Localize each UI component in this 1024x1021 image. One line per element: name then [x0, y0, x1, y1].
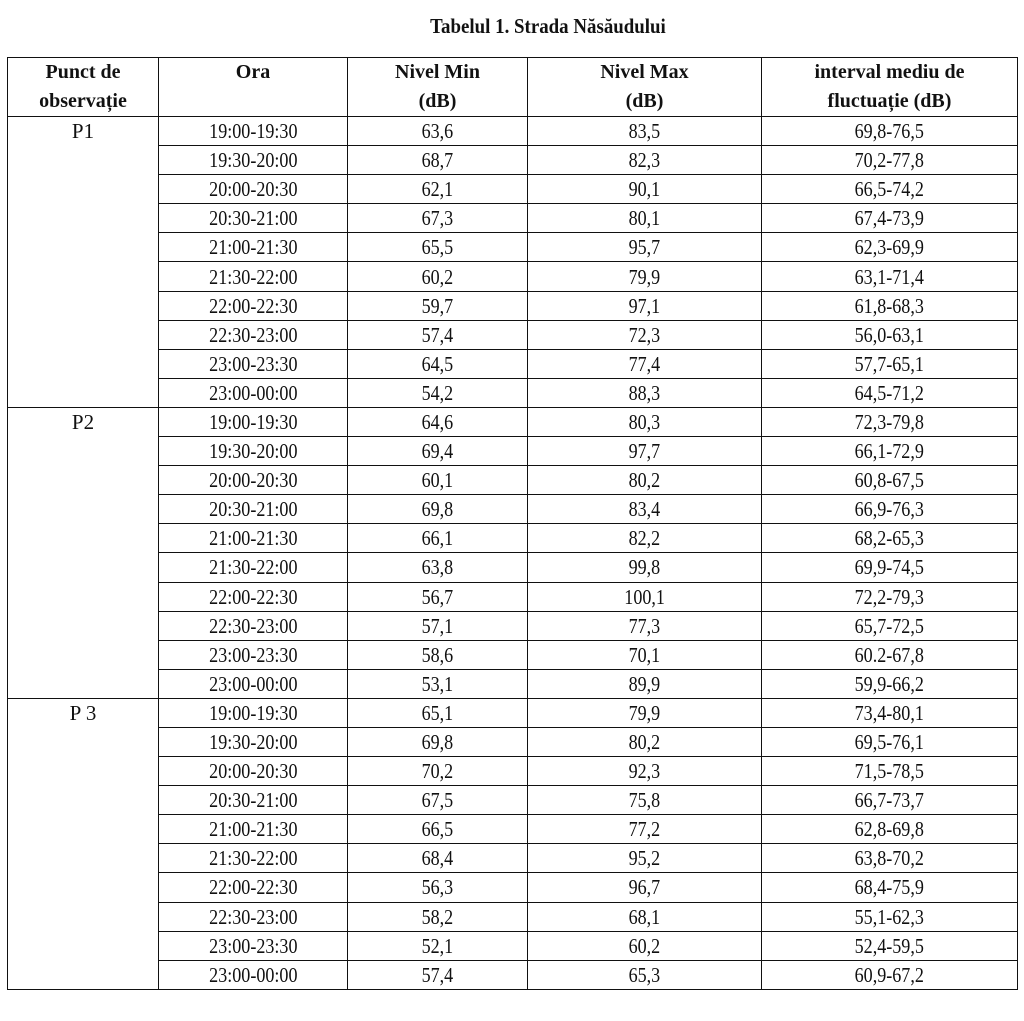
cell-interval: [762, 117, 1018, 146]
time-value: 19:00-19:30: [208, 700, 298, 725]
min-value: 68,4: [421, 846, 454, 871]
min-value: 56,3: [421, 875, 454, 900]
table-row: [8, 757, 1018, 786]
cell-time: [159, 146, 348, 175]
cell-time: [159, 437, 348, 466]
table-row: [8, 727, 1018, 756]
max-value: 80,3: [628, 409, 661, 434]
time-value: 19:30-20:00: [208, 730, 298, 755]
cell-interval: [762, 960, 1018, 989]
header-min: [348, 58, 528, 117]
cell-interval: [762, 902, 1018, 931]
table-row: [8, 175, 1018, 204]
table-row: [8, 262, 1018, 291]
min-value: 67,3: [421, 206, 454, 231]
cell-max: [528, 407, 762, 436]
table-row: [8, 873, 1018, 902]
max-value: 82,2: [628, 526, 661, 551]
cell-interval: [762, 698, 1018, 727]
cell-max: [528, 378, 762, 407]
max-value: 95,2: [628, 846, 661, 871]
time-value: 21:00-21:30: [208, 817, 298, 842]
table-row: [8, 786, 1018, 815]
header-max: [528, 58, 762, 117]
interval-value: 68,2-65,3: [854, 526, 925, 551]
interval-value: 69,8-76,5: [854, 119, 925, 144]
interval-value: 73,4-80,1: [854, 700, 925, 725]
time-value: 23:00-23:30: [208, 642, 298, 667]
cell-interval: [762, 844, 1018, 873]
cell-min: [348, 117, 528, 146]
cell-time: [159, 698, 348, 727]
cell-min: [348, 233, 528, 262]
time-value: 21:00-21:30: [208, 526, 298, 551]
cell-interval: [762, 553, 1018, 582]
cell-time: [159, 117, 348, 146]
table-row: [8, 466, 1018, 495]
cell-time: [159, 640, 348, 669]
header-max-line2: (dB): [625, 90, 664, 112]
cell-interval: [762, 233, 1018, 262]
cell-time: [159, 844, 348, 873]
cell-min: [348, 466, 528, 495]
cell-time: [159, 495, 348, 524]
cell-min: [348, 175, 528, 204]
max-value: 72,3: [628, 322, 661, 347]
cell-max: [528, 786, 762, 815]
time-value: 23:00-00:00: [208, 380, 298, 405]
cell-interval: [762, 786, 1018, 815]
observation-point-label: P1: [71, 119, 95, 143]
table-row: [8, 204, 1018, 233]
cell-time: [159, 757, 348, 786]
cell-min: [348, 437, 528, 466]
table-row: [8, 640, 1018, 669]
cell-time: [159, 669, 348, 698]
time-value: 21:30-22:00: [208, 264, 298, 289]
cell-interval: [762, 146, 1018, 175]
cell-min: [348, 873, 528, 902]
cell-interval: [762, 291, 1018, 320]
table-row: [8, 902, 1018, 931]
cell-min: [348, 815, 528, 844]
interval-value: 56,0-63,1: [854, 322, 925, 347]
cell-interval: [762, 815, 1018, 844]
interval-value: 60.2-67,8: [854, 642, 925, 667]
max-value: 95,7: [628, 235, 661, 260]
time-value: 22:00-22:30: [208, 584, 298, 609]
min-value: 60,2: [421, 264, 454, 289]
cell-min: [348, 378, 528, 407]
cell-min: [348, 611, 528, 640]
time-value: 23:00-00:00: [208, 671, 298, 696]
max-value: 75,8: [628, 788, 661, 813]
max-value: 77,3: [628, 613, 661, 638]
time-value: 22:30-23:00: [208, 613, 298, 638]
min-value: 66,5: [421, 817, 454, 842]
time-value: 22:30-23:00: [208, 322, 298, 347]
time-value: 20:00-20:30: [208, 468, 298, 493]
cell-min: [348, 757, 528, 786]
interval-value: 71,5-78,5: [854, 759, 925, 784]
cell-min: [348, 902, 528, 931]
cell-interval: [762, 611, 1018, 640]
header-time: [159, 58, 348, 117]
min-value: 69,8: [421, 730, 454, 755]
time-value: 21:30-22:00: [208, 555, 298, 580]
interval-value: 55,1-62,3: [854, 904, 925, 929]
cell-max: [528, 611, 762, 640]
max-value: 100,1: [624, 584, 665, 609]
cell-time: [159, 960, 348, 989]
time-value: 23:00-23:30: [208, 933, 298, 958]
min-value: 63,6: [421, 119, 454, 144]
min-value: 69,4: [421, 439, 454, 464]
cell-min: [348, 262, 528, 291]
min-value: 66,1: [421, 526, 454, 551]
cell-max: [528, 960, 762, 989]
cell-max: [528, 727, 762, 756]
cell-time: [159, 873, 348, 902]
cell-min: [348, 669, 528, 698]
cell-max: [528, 262, 762, 291]
cell-max: [528, 640, 762, 669]
table-row: [8, 960, 1018, 989]
time-value: 19:30-20:00: [208, 148, 298, 173]
cell-min: [348, 582, 528, 611]
cell-time: [159, 407, 348, 436]
cell-interval: [762, 582, 1018, 611]
cell-max: [528, 524, 762, 553]
cell-interval: [762, 727, 1018, 756]
table-row: [8, 233, 1018, 262]
table-row: [8, 931, 1018, 960]
cell-max: [528, 291, 762, 320]
cell-min: [348, 349, 528, 378]
max-value: 83,4: [628, 497, 661, 522]
min-value: 64,6: [421, 409, 454, 434]
cell-time: [159, 349, 348, 378]
time-value: 20:00-20:30: [208, 177, 298, 202]
cell-max: [528, 553, 762, 582]
cell-max: [528, 669, 762, 698]
interval-value: 70,2-77,8: [854, 148, 925, 173]
cell-interval: [762, 640, 1018, 669]
table-row: [8, 669, 1018, 698]
cell-interval: [762, 931, 1018, 960]
table-row: [8, 117, 1018, 146]
max-value: 89,9: [628, 671, 661, 696]
max-value: 60,2: [628, 933, 661, 958]
cell-interval: [762, 262, 1018, 291]
time-value: 22:30-23:00: [208, 904, 298, 929]
time-value: 20:30-21:00: [208, 788, 298, 813]
cell-interval: [762, 669, 1018, 698]
max-value: 92,3: [628, 759, 661, 784]
cell-interval: [762, 873, 1018, 902]
time-value: 23:00-23:30: [208, 351, 298, 376]
table-row: [8, 437, 1018, 466]
cell-time: [159, 815, 348, 844]
time-value: 20:00-20:30: [208, 759, 298, 784]
min-value: 57,1: [421, 613, 454, 638]
max-value: 97,7: [628, 439, 661, 464]
min-value: 70,2: [421, 759, 454, 784]
time-value: 19:30-20:00: [208, 439, 298, 464]
max-value: 83,5: [628, 119, 661, 144]
interval-value: 60,9-67,2: [854, 962, 925, 987]
interval-value: 69,9-74,5: [854, 555, 925, 580]
cell-time: [159, 611, 348, 640]
cell-max: [528, 117, 762, 146]
cell-interval: [762, 524, 1018, 553]
cell-interval: [762, 320, 1018, 349]
header-point-line2: observație: [39, 90, 127, 112]
min-value: 56,7: [421, 584, 454, 609]
cell-time: [159, 233, 348, 262]
table-row: [8, 582, 1018, 611]
cell-max: [528, 466, 762, 495]
max-value: 99,8: [628, 555, 661, 580]
table-row: [8, 291, 1018, 320]
table-row: [8, 524, 1018, 553]
cell-max: [528, 873, 762, 902]
cell-min: [348, 844, 528, 873]
cell-time: [159, 291, 348, 320]
min-value: 63,8: [421, 555, 454, 580]
time-value: 23:00-00:00: [208, 962, 298, 987]
table-row: [8, 815, 1018, 844]
interval-value: 62,3-69,9: [854, 235, 925, 260]
min-value: 57,4: [421, 322, 454, 347]
interval-value: 60,8-67,5: [854, 468, 925, 493]
cell-time: [159, 320, 348, 349]
cell-max: [528, 204, 762, 233]
interval-value: 66,7-73,7: [854, 788, 925, 813]
cell-min: [348, 495, 528, 524]
table-body: [8, 117, 1018, 990]
min-value: 52,1: [421, 933, 454, 958]
interval-value: 69,5-76,1: [854, 730, 925, 755]
cell-time: [159, 902, 348, 931]
cell-time: [159, 786, 348, 815]
interval-value: 61,8-68,3: [854, 293, 925, 318]
max-value: 77,4: [628, 351, 661, 376]
time-value: 22:00-22:30: [208, 293, 298, 318]
cell-max: [528, 320, 762, 349]
cell-interval: [762, 757, 1018, 786]
cell-max: [528, 757, 762, 786]
max-value: 88,3: [628, 380, 661, 405]
min-value: 57,4: [421, 962, 454, 987]
cell-time: [159, 262, 348, 291]
header-time-line1: Ora: [235, 61, 271, 83]
max-value: 80,2: [628, 468, 661, 493]
cell-min: [348, 524, 528, 553]
interval-value: 72,3-79,8: [854, 409, 925, 434]
interval-value: 66,9-76,3: [854, 497, 925, 522]
cell-max: [528, 437, 762, 466]
max-value: 68,1: [628, 904, 661, 929]
min-value: 58,2: [421, 904, 454, 929]
max-value: 80,1: [628, 206, 661, 231]
observation-point-label: P2: [71, 409, 95, 434]
cell-max: [528, 902, 762, 931]
max-value: 70,1: [628, 642, 661, 667]
cell-max: [528, 815, 762, 844]
noise-level-table: [7, 57, 1018, 990]
header-row: [8, 58, 1018, 117]
min-value: 60,1: [421, 468, 454, 493]
cell-min: [348, 204, 528, 233]
cell-max: [528, 349, 762, 378]
interval-value: 68,4-75,9: [854, 875, 925, 900]
table-row: [8, 378, 1018, 407]
cell-interval: [762, 204, 1018, 233]
time-value: 20:30-21:00: [208, 206, 298, 231]
cell-max: [528, 233, 762, 262]
cell-max: [528, 844, 762, 873]
max-value: 80,2: [628, 730, 661, 755]
cell-min: [348, 698, 528, 727]
cell-max: [528, 146, 762, 175]
header-min-line2: (dB): [418, 90, 457, 112]
interval-value: 65,7-72,5: [854, 613, 925, 638]
cell-max: [528, 698, 762, 727]
interval-value: 67,4-73,9: [854, 206, 925, 231]
header-point-line1: Punct de: [45, 61, 121, 83]
min-value: 54,2: [421, 380, 454, 405]
cell-time: [159, 466, 348, 495]
min-value: 64,5: [421, 351, 454, 376]
interval-value: 72,2-79,3: [854, 584, 925, 609]
interval-value: 63,8-70,2: [854, 846, 925, 871]
cell-time: [159, 582, 348, 611]
cell-min: [348, 960, 528, 989]
interval-value: 52,4-59,5: [854, 933, 925, 958]
cell-min: [348, 553, 528, 582]
cell-interval: [762, 349, 1018, 378]
cell-min: [348, 931, 528, 960]
table-row: [8, 844, 1018, 873]
cell-max: [528, 931, 762, 960]
time-value: 22:00-22:30: [208, 875, 298, 900]
cell-interval: [762, 437, 1018, 466]
table-row: [8, 349, 1018, 378]
table-row: [8, 320, 1018, 349]
header-min-line1: Nivel Min: [395, 61, 480, 83]
max-value: 65,3: [628, 962, 661, 987]
time-value: 21:00-21:30: [208, 235, 298, 260]
time-value: 21:30-22:00: [208, 846, 298, 871]
max-value: 82,3: [628, 148, 661, 173]
cell-interval: [762, 407, 1018, 436]
observation-point-cell: [8, 698, 159, 989]
table-row: [8, 146, 1018, 175]
interval-value: 62,8-69,8: [854, 817, 925, 842]
min-value: 53,1: [421, 671, 454, 696]
cell-max: [528, 582, 762, 611]
min-value: 69,8: [421, 497, 454, 522]
cell-min: [348, 320, 528, 349]
min-value: 62,1: [421, 177, 454, 202]
max-value: 79,9: [628, 264, 661, 289]
cell-min: [348, 727, 528, 756]
max-value: 79,9: [628, 700, 661, 725]
cell-interval: [762, 378, 1018, 407]
header-interval-line2: fluctuație (dB): [827, 90, 952, 112]
table-row: [8, 611, 1018, 640]
cell-time: [159, 727, 348, 756]
cell-max: [528, 495, 762, 524]
min-value: 65,5: [421, 235, 454, 260]
cell-min: [348, 640, 528, 669]
table-row: [8, 495, 1018, 524]
interval-value: 66,5-74,2: [854, 177, 925, 202]
cell-interval: [762, 175, 1018, 204]
cell-time: [159, 553, 348, 582]
interval-value: 64,5-71,2: [854, 380, 925, 405]
time-value: 20:30-21:00: [208, 497, 298, 522]
cell-time: [159, 204, 348, 233]
table-title: Tabelul 1. Strada Năsăudului: [430, 14, 666, 38]
cell-time: [159, 931, 348, 960]
cell-min: [348, 146, 528, 175]
cell-min: [348, 407, 528, 436]
header-point: [8, 58, 159, 117]
header-interval: [762, 58, 1018, 117]
cell-min: [348, 786, 528, 815]
interval-value: 59,9-66,2: [854, 671, 925, 696]
cell-time: [159, 175, 348, 204]
cell-max: [528, 175, 762, 204]
min-value: 59,7: [421, 293, 454, 318]
cell-time: [159, 524, 348, 553]
header-max-line1: Nivel Max: [600, 61, 689, 83]
time-value: 19:00-19:30: [208, 119, 298, 144]
observation-point-label: P 3: [69, 700, 97, 725]
min-value: 67,5: [421, 788, 454, 813]
observation-point-cell: [8, 407, 159, 698]
interval-value: 57,7-65,1: [854, 351, 925, 376]
min-value: 68,7: [421, 148, 454, 173]
interval-value: 63,1-71,4: [854, 264, 925, 289]
max-value: 77,2: [628, 817, 661, 842]
max-value: 97,1: [628, 293, 661, 318]
max-value: 90,1: [628, 177, 661, 202]
max-value: 96,7: [628, 875, 661, 900]
cell-time: [159, 378, 348, 407]
table-row: [8, 407, 1018, 436]
table-row: [8, 553, 1018, 582]
cell-interval: [762, 466, 1018, 495]
header-interval-line1: interval mediu de: [814, 61, 965, 83]
table-row: [8, 698, 1018, 727]
observation-point-cell: [8, 117, 159, 408]
cell-min: [348, 291, 528, 320]
interval-value: 66,1-72,9: [854, 439, 925, 464]
min-value: 58,6: [421, 642, 454, 667]
cell-interval: [762, 495, 1018, 524]
time-value: 19:00-19:30: [208, 409, 298, 434]
min-value: 65,1: [421, 700, 454, 725]
